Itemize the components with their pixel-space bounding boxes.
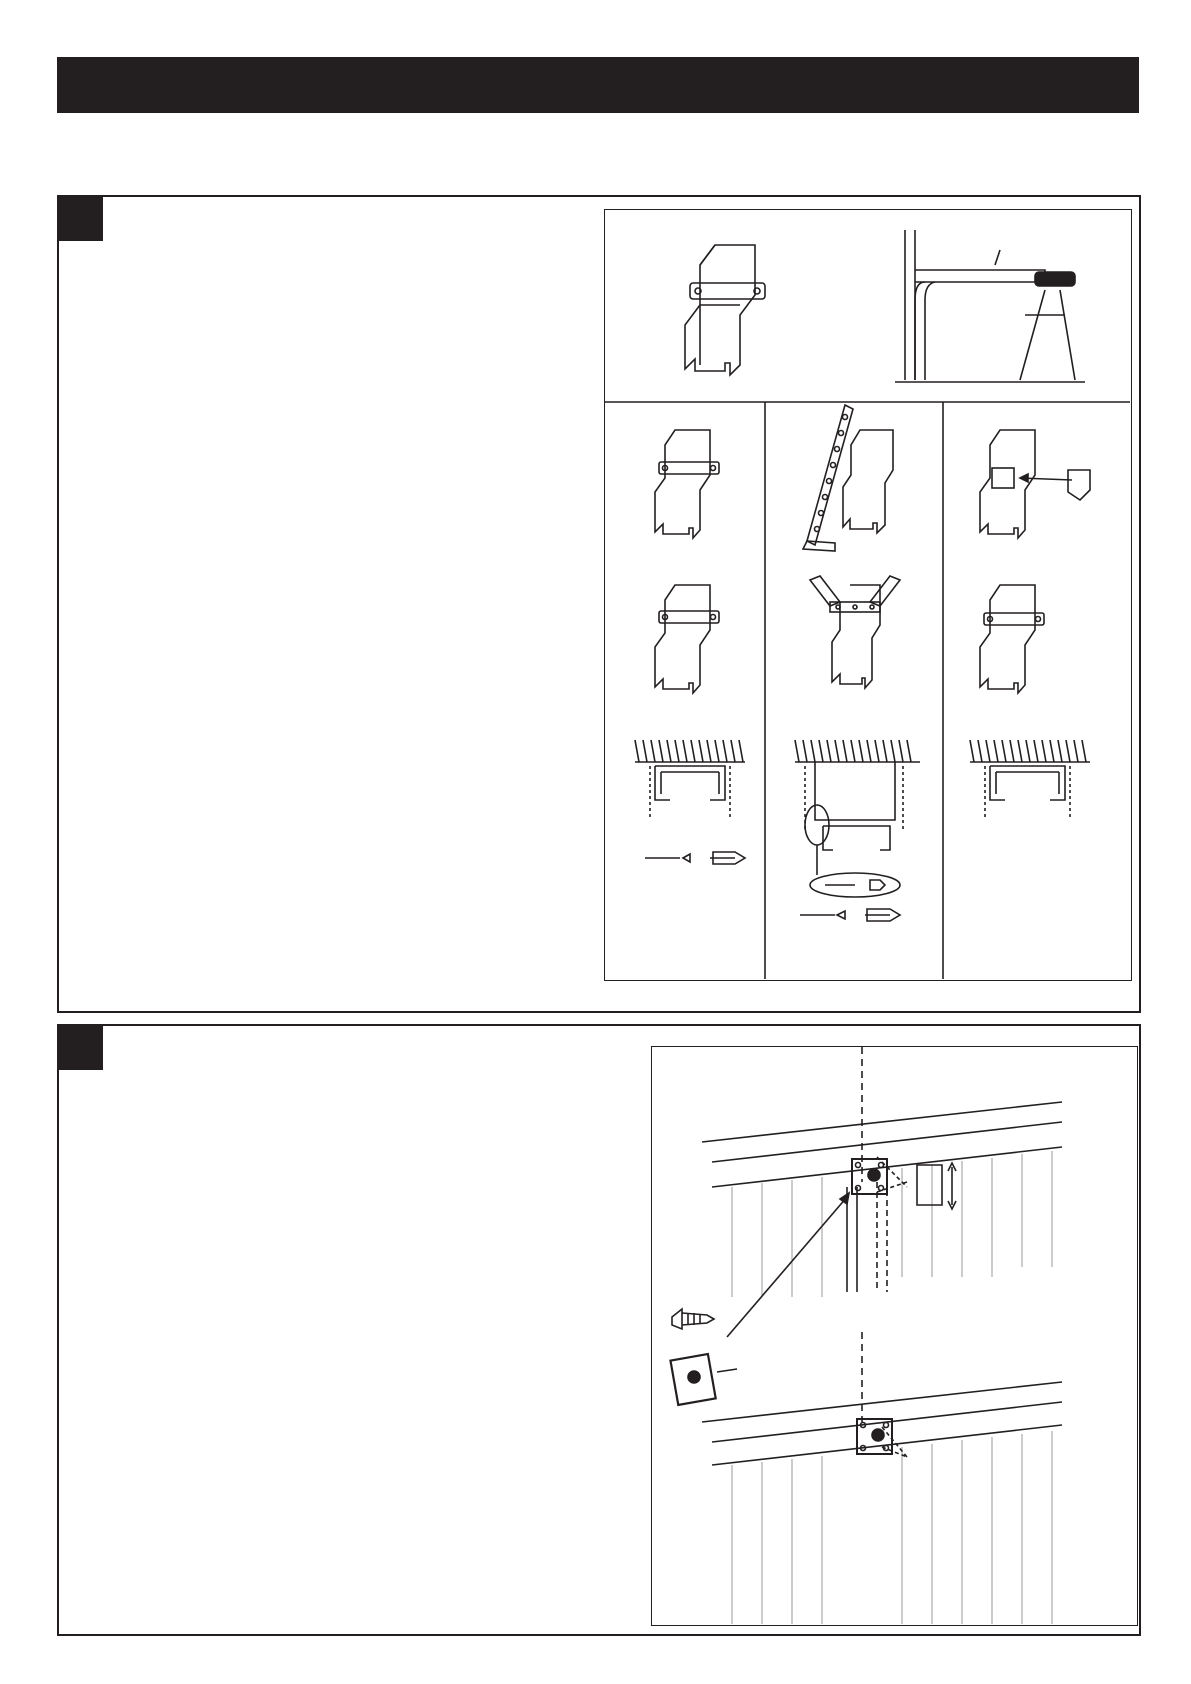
step-number-badge <box>59 1026 103 1070</box>
header-bar <box>57 57 1139 113</box>
step-section-2 <box>57 1024 1141 1636</box>
door-bracket-illustration <box>652 1047 1136 1624</box>
step-section-1 <box>57 195 1141 1013</box>
rail-mounting-figure <box>604 209 1132 981</box>
rail-mounting-illustration <box>605 210 1130 979</box>
door-bracket-figure <box>651 1046 1138 1626</box>
step-number-badge <box>59 197 103 241</box>
